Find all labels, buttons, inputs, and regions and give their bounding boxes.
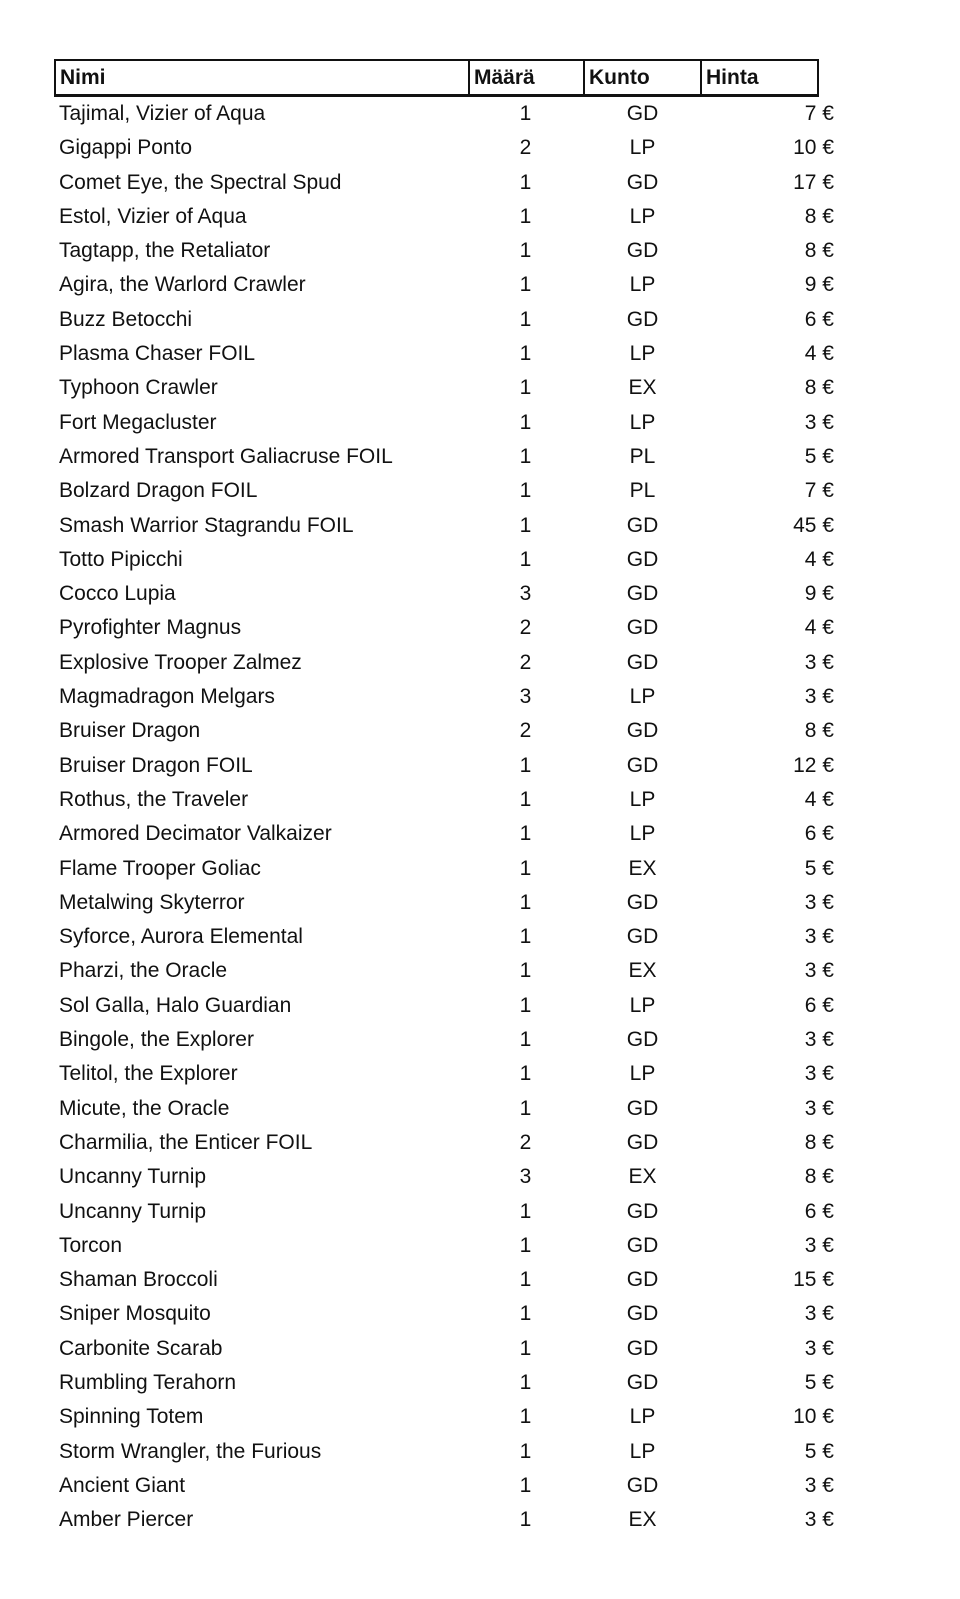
table-row	[55, 440, 818, 474]
item-quantity: 1	[519, 410, 532, 434]
item-price: 5 €	[804, 444, 834, 468]
item-quantity: 1	[519, 1508, 532, 1532]
item-name: Uncanny Turnip	[59, 1165, 207, 1189]
item-condition: LP	[629, 993, 656, 1017]
item-condition: GD	[626, 719, 659, 743]
item-name: Bingole, the Explorer	[59, 1028, 254, 1052]
item-quantity: 1	[519, 1268, 532, 1292]
item-price: 3 €	[804, 1096, 834, 1120]
item-name: Ancient Giant	[59, 1473, 186, 1497]
table-row	[55, 474, 818, 508]
item-name: Fort Megacluster	[59, 410, 217, 434]
table-row	[55, 131, 818, 165]
item-price: 45 €	[793, 513, 834, 537]
item-condition: EX	[628, 959, 657, 983]
item-name: Estol, Vizier of Aqua	[59, 204, 247, 228]
item-quantity: 2	[519, 650, 532, 674]
item-condition: GD	[626, 890, 659, 914]
item-quantity: 2	[519, 616, 532, 640]
item-name: Bolzard Dragon FOIL	[59, 479, 258, 503]
item-quantity: 1	[519, 1062, 532, 1086]
item-quantity: 1	[519, 1473, 532, 1497]
table-row	[55, 1503, 818, 1537]
table-row	[55, 406, 818, 440]
item-price: 5 €	[804, 1439, 834, 1463]
item-quantity: 3	[519, 685, 532, 709]
table-row	[55, 714, 818, 748]
item-name: Metalwing Skyterror	[59, 890, 245, 914]
item-quantity: 1	[519, 547, 532, 571]
table-row	[55, 611, 818, 645]
item-name: Plasma Chaser FOIL	[59, 342, 256, 366]
item-condition: GD	[626, 1302, 659, 1326]
table-row	[55, 954, 818, 988]
item-name: Cocco Lupia	[59, 582, 176, 606]
item-price: 8 €	[804, 204, 834, 228]
item-price: 12 €	[793, 753, 834, 777]
item-price: 6 €	[804, 1199, 834, 1223]
item-name: Flame Trooper Goliac	[59, 856, 261, 880]
item-price: 3 €	[804, 1028, 834, 1052]
table-row	[55, 989, 818, 1023]
item-quantity: 2	[519, 1130, 532, 1154]
item-price: 4 €	[804, 342, 834, 366]
item-name: Comet Eye, the Spectral Spud	[59, 170, 342, 194]
item-quantity: 1	[519, 1439, 532, 1463]
item-price: 6 €	[804, 993, 834, 1017]
item-price: 8 €	[804, 1165, 834, 1189]
item-name: Rumbling Terahorn	[59, 1370, 237, 1394]
item-quantity: 1	[519, 513, 532, 537]
header-name: Nimi	[55, 60, 469, 96]
item-price: 7 €	[804, 479, 834, 503]
item-condition: EX	[628, 856, 657, 880]
table-row	[55, 200, 818, 234]
table-row	[55, 1092, 818, 1126]
item-name: Bruiser Dragon	[59, 719, 201, 743]
item-name: Shaman Broccoli	[59, 1268, 218, 1292]
item-quantity: 1	[519, 444, 532, 468]
item-condition: GD	[626, 582, 659, 606]
item-price: 15 €	[793, 1268, 834, 1292]
table-row	[55, 680, 818, 714]
item-quantity: 1	[519, 1302, 532, 1326]
item-name: Buzz Betocchi	[59, 307, 193, 331]
table-row	[55, 1435, 818, 1469]
item-quantity: 1	[519, 204, 532, 228]
table-row	[55, 371, 818, 405]
item-quantity: 1	[519, 479, 532, 503]
item-name: Pharzi, the Oracle	[59, 959, 228, 983]
item-price: 8 €	[804, 376, 834, 400]
item-price: 3 €	[804, 925, 834, 949]
item-price: 17 €	[793, 170, 834, 194]
item-price: 6 €	[804, 307, 834, 331]
item-quantity: 1	[519, 239, 532, 263]
header-condition: Kunto	[584, 60, 701, 96]
item-quantity: 1	[519, 1028, 532, 1052]
table-row	[55, 1160, 818, 1194]
table-row	[55, 1263, 818, 1297]
item-name: Rothus, the Traveler	[59, 787, 249, 811]
item-condition: GD	[626, 307, 659, 331]
item-condition: GD	[626, 1233, 659, 1257]
item-condition: EX	[628, 376, 657, 400]
table-row	[55, 234, 818, 268]
item-quantity: 1	[519, 822, 532, 846]
item-quantity: 1	[519, 273, 532, 297]
table-row	[55, 96, 818, 132]
item-name: Torcon	[59, 1233, 123, 1257]
item-price: 3 €	[804, 1473, 834, 1497]
item-name: Sol Galla, Halo Guardian	[59, 993, 292, 1017]
item-quantity: 1	[519, 1405, 532, 1429]
table-row	[55, 1469, 818, 1503]
item-name: Tagtapp, the Retaliator	[59, 239, 271, 263]
item-price: 8 €	[804, 239, 834, 263]
item-quantity: 1	[519, 1199, 532, 1223]
item-condition: LP	[629, 410, 656, 434]
item-condition: GD	[626, 1130, 659, 1154]
table-header	[55, 60, 818, 96]
item-price: 10 €	[793, 136, 834, 160]
item-name: Gigappi Ponto	[59, 136, 193, 160]
item-condition: EX	[628, 1165, 657, 1189]
table-row	[55, 783, 818, 817]
item-name: Magmadragon Melgars	[59, 685, 275, 709]
table-row	[55, 1229, 818, 1263]
item-name: Armored Decimator Valkaizer	[59, 822, 332, 846]
table-row	[55, 577, 818, 611]
table-row	[55, 509, 818, 543]
item-condition: LP	[629, 685, 656, 709]
item-condition: LP	[629, 787, 656, 811]
item-condition: EX	[628, 1508, 657, 1532]
item-name: Smash Warrior Stagrandu FOIL	[59, 513, 354, 537]
price-table	[54, 59, 834, 1537]
item-quantity: 1	[519, 1336, 532, 1360]
item-condition: LP	[629, 1439, 656, 1463]
table-row	[55, 1195, 818, 1229]
item-name: Explosive Trooper Zalmez	[59, 650, 302, 674]
item-price: 3 €	[804, 1336, 834, 1360]
item-price: 5 €	[804, 1370, 834, 1394]
item-quantity: 1	[519, 1233, 532, 1257]
item-quantity: 3	[519, 1165, 532, 1189]
item-price: 8 €	[804, 1130, 834, 1154]
item-condition: LP	[629, 822, 656, 846]
item-condition: GD	[626, 1268, 659, 1292]
item-condition: LP	[629, 342, 656, 366]
table-row	[55, 817, 818, 851]
item-quantity: 1	[519, 787, 532, 811]
item-price: 3 €	[804, 959, 834, 983]
item-price: 3 €	[804, 890, 834, 914]
item-name: Armored Transport Galiacruse FOIL	[59, 444, 393, 468]
item-condition: GD	[626, 102, 659, 125]
item-condition: PL	[629, 479, 656, 503]
item-name: Syforce, Aurora Elemental	[59, 925, 303, 949]
item-quantity: 1	[519, 925, 532, 949]
item-quantity: 1	[519, 856, 532, 880]
item-quantity: 1	[519, 307, 532, 331]
item-quantity: 3	[519, 582, 532, 606]
item-condition: GD	[626, 1370, 659, 1394]
item-condition: LP	[629, 136, 656, 160]
item-price: 9 €	[804, 582, 834, 606]
item-name: Amber Piercer	[59, 1508, 194, 1532]
item-price: 8 €	[804, 719, 834, 743]
item-name: Storm Wrangler, the Furious	[59, 1439, 322, 1463]
item-price: 9 €	[804, 273, 834, 297]
item-condition: GD	[626, 239, 659, 263]
item-quantity: 2	[519, 719, 532, 743]
item-name: Sniper Mosquito	[59, 1302, 211, 1326]
item-condition: GD	[626, 650, 659, 674]
item-price: 7 €	[804, 102, 834, 125]
table-row	[55, 1023, 818, 1057]
item-condition: GD	[626, 1096, 659, 1120]
table-row	[55, 337, 818, 371]
item-name: Typhoon Crawler	[59, 376, 218, 400]
table-row	[55, 1400, 818, 1434]
item-price: 3 €	[804, 410, 834, 434]
table-row	[55, 749, 818, 783]
item-price: 3 €	[804, 685, 834, 709]
item-name: Carbonite Scarab	[59, 1336, 223, 1360]
table-row	[55, 852, 818, 886]
table-row	[55, 166, 818, 200]
header-row	[55, 60, 818, 96]
item-name: Telitol, the Explorer	[59, 1062, 238, 1086]
item-condition: GD	[626, 616, 659, 640]
item-name: Spinning Totem	[59, 1405, 204, 1429]
header-quantity: Määrä	[469, 60, 584, 96]
item-condition: GD	[626, 925, 659, 949]
table-row	[55, 1126, 818, 1160]
item-condition: GD	[626, 753, 659, 777]
item-price: 3 €	[804, 1302, 834, 1326]
item-condition: LP	[629, 1062, 656, 1086]
table-row	[55, 920, 818, 954]
item-condition: GD	[626, 547, 659, 571]
table-row	[55, 303, 818, 337]
table-body	[55, 96, 834, 1538]
item-price: 3 €	[804, 650, 834, 674]
header-price: Hinta	[701, 60, 818, 96]
item-condition: LP	[629, 1405, 656, 1429]
item-price: 3 €	[804, 1062, 834, 1086]
item-condition: GD	[626, 1473, 659, 1497]
item-name: Tajimal, Vizier of Aqua	[59, 102, 266, 125]
item-name: Bruiser Dragon FOIL	[59, 753, 253, 777]
item-quantity: 1	[519, 170, 532, 194]
item-price: 4 €	[804, 616, 834, 640]
table-row	[55, 1297, 818, 1331]
item-quantity: 1	[519, 993, 532, 1017]
item-price: 10 €	[793, 1405, 834, 1429]
item-price: 3 €	[804, 1233, 834, 1257]
item-condition: GD	[626, 170, 659, 194]
item-condition: GD	[626, 1336, 659, 1360]
item-quantity: 1	[519, 1370, 532, 1394]
item-quantity: 2	[519, 136, 532, 160]
item-price: 3 €	[804, 1508, 834, 1532]
item-name: Pyrofighter Magnus	[59, 616, 242, 640]
item-price: 4 €	[804, 547, 834, 571]
table-row	[55, 543, 818, 577]
item-quantity: 1	[519, 753, 532, 777]
item-condition: GD	[626, 1199, 659, 1223]
item-name: Agira, the Warlord Crawler	[59, 273, 306, 297]
item-name: Micute, the Oracle	[59, 1096, 230, 1120]
item-quantity: 1	[519, 1096, 532, 1120]
item-price: 4 €	[804, 787, 834, 811]
item-name: Charmilia, the Enticer FOIL	[59, 1130, 313, 1154]
table-row	[55, 886, 818, 920]
item-price: 5 €	[804, 856, 834, 880]
item-condition: GD	[626, 1028, 659, 1052]
table-row	[55, 1366, 818, 1400]
item-condition: LP	[629, 273, 656, 297]
table-row	[55, 268, 818, 302]
table-row	[55, 1057, 818, 1091]
item-price: 6 €	[804, 822, 834, 846]
item-quantity: 1	[519, 376, 532, 400]
table-row	[55, 646, 818, 680]
item-condition: PL	[629, 444, 656, 468]
item-quantity: 1	[519, 102, 532, 125]
table-row	[55, 1332, 818, 1366]
item-quantity: 1	[519, 959, 532, 983]
item-condition: LP	[629, 204, 656, 228]
item-name: Uncanny Turnip	[59, 1199, 207, 1223]
item-quantity: 1	[519, 890, 532, 914]
item-quantity: 1	[519, 342, 532, 366]
item-condition: GD	[626, 513, 659, 537]
item-name: Totto Pipicchi	[59, 547, 183, 571]
